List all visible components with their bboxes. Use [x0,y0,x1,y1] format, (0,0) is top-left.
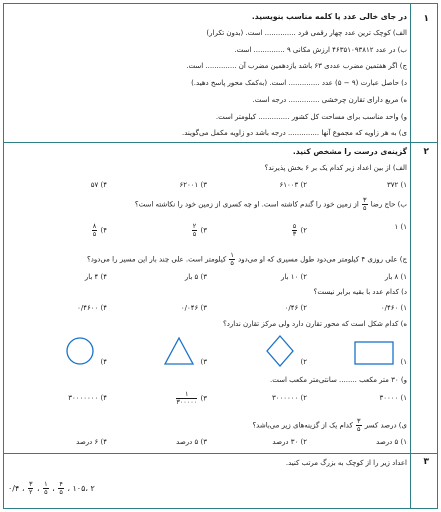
q-c-option-4[interactable]: ۴) ۴ بار [84,273,107,281]
q-g-option-2[interactable]: ۲) ۳۰ درصد [272,438,307,446]
q-a-option-2[interactable]: ۲) ۶۱۰۰۳ [279,181,307,189]
s1-line-g: ی) به هر زاویه که مجموع آنها .............. درجه باشد دو زاویه مکمل می‌گویند. [182,129,407,137]
q-c-option-3[interactable]: ۳) ۵ بار [184,273,207,281]
triangle-shape [163,336,195,366]
q-c-options [8,273,407,285]
q-b-text-before: ب) حاج رضا [370,200,407,209]
q-e-options [8,334,407,370]
q-a-option-4[interactable]: ۴) ۵۷ [90,181,107,189]
question-number-2: ۲ [423,147,429,157]
rhombus-shape [265,334,295,368]
q-f-option-2[interactable]: ۲) ۳۰۰۰۰۰۰ [271,394,307,402]
q-b-option-3[interactable]: ۳) $\frac{۲}{۵}$ [192,222,207,238]
q-d-option-1[interactable]: ۱) ۰/۴۶۰ [380,304,407,312]
q-a-option-3[interactable]: ۳) ۶۲۰۰۱ [179,181,207,189]
q-f-option-1[interactable]: ۱) ۳۰۰۰۰ [379,394,407,402]
section1-title: در جای خالی عدد یا کلمه مناسب بنویسید. [251,12,407,21]
q-d-options [8,304,407,316]
q-e-option-3[interactable]: ۳) [200,358,207,366]
q-a-text: الف) از بین اعداد زیر کدام یک بر ۶ بخش پذیرند؟ [264,164,407,172]
q-b-option-2[interactable]: ۲) $\frac{۵}{۳}$ [292,222,307,238]
circle-shape [65,336,95,366]
q-a-option-1[interactable]: ۱) ۳۷۲ [386,181,407,189]
q-a-options [8,181,407,193]
exam-sheet [3,3,438,509]
section2-title: گزینه‌ی درست را مشخص کنید. [292,147,407,156]
s1-line-e: ه) مربع دارای تقارن چرخشی .............. درجه است. [252,96,407,104]
q-f-options [8,391,407,409]
q-g-option-3[interactable]: ۳) ۵ درصد [176,438,207,446]
s1-line-d: د) حاصل عبارت (۹ − ۵) عدد .............. است. (به‌کمک محور پاسخ دهید.) [191,79,407,87]
s1-line-f: و) واحد مناسب برای مساحت کل کشور .............. کیلومتر است. [215,113,407,121]
q-b-text-after: از زمین خود را گندم کاشته است. او چه کسری از زمین خود را نکاشته است؟ [134,200,359,209]
q-d-text: د) کدام عدد با بقیه برابر نیست؟ [313,288,407,296]
q-g-option-4[interactable]: ۴) ۶ درصد [76,438,107,446]
q-f-option-4[interactable]: ۴) ۳۰۰۰۰۰۰۰ [68,394,107,402]
q-g-options [8,438,407,450]
content-area [8,4,407,508]
q-c-text: ج) علی روزی ۴ کیلومتر می‌دود طول مسیری که او می‌دود $\frac{۱}{۵}$ کیلومتر است. علی چند بار این مسیر را می‌دود؟ [87,251,407,267]
q-b-option-4[interactable]: ۴) $\frac{۸}{۵}$ [92,222,107,238]
q-d-option-2[interactable]: ۲) ۰/۴۶ [284,304,307,312]
q-b-text [8,197,407,212]
question-number-3: ۳ [423,457,429,467]
q-b-fraction: $\frac{۳}{۵}$ [363,196,367,212]
q-c-option-1[interactable]: ۱) ۸ بار [384,273,407,281]
s1-line-a: الف) کوچک ترین عدد چهار رقمی فرد .............. است. (بدون تکرار) [206,29,407,37]
question-number-column [410,4,437,508]
s1-line-b: ب) در عدد ۴۶۳۵۱۰۹۳۸۱۲ ارزش مکانی ۹ .............. است. [234,46,407,54]
q-c-fraction: $\frac{۱}{۵}$ [230,251,234,267]
rectangle-shape [353,340,395,366]
q-d-option-4[interactable]: ۴) ۰/۴۶۰۰ [77,304,107,312]
q-b-option-1[interactable]: ۱) ۱ [394,223,407,231]
q-c-option-2[interactable]: ۲) ۱۰ بار [281,273,307,281]
section3-values: ۰/۴ ، $\frac{۳}{۲}$ ، $\frac{۱}{۵}$ ، $\frac{۴}{۵}$ ، ۱۰۵، ۲ [8,480,95,496]
s1-line-c: ج) اگر هفتمین مضرب عددی ۶۳ باشد یازدهمین مضرب آن .............. است. [186,62,407,70]
q-f-option-3[interactable]: ۳) $\frac{۱}{۳۰۰۰۰۰}$ [176,390,207,406]
q-f-text: و) ۳۰ متر مکعب ........ سانتی‌متر مکعب است. [269,376,407,384]
q-g-text: ی) درصد کسر $\frac{۳}{۵}$ کدام یک از گزینه‌های زیر می‌باشد؟ [252,417,407,433]
q-g-fraction: $\frac{۳}{۵}$ [357,417,361,433]
q-g-option-1[interactable]: ۱) ۵ درصد [376,438,407,446]
question-number-1: ۱ [423,14,429,24]
q-e-text: ه) کدام شکل است که محور تقارن دارد ولی مرکز تقارن ندارد؟ [222,320,407,328]
q-d-option-3[interactable]: ۳) ۰/۰۴۶ [180,304,207,312]
q-e-option-4[interactable]: ۴) [100,358,107,366]
q-e-option-1[interactable]: ۱) [400,358,407,366]
q-b-options [8,222,407,238]
q-e-option-2[interactable]: ۲) [300,358,307,366]
section3-title: اعداد زیر را از کوچک به بزرگ مرتب کنید. [285,459,407,467]
